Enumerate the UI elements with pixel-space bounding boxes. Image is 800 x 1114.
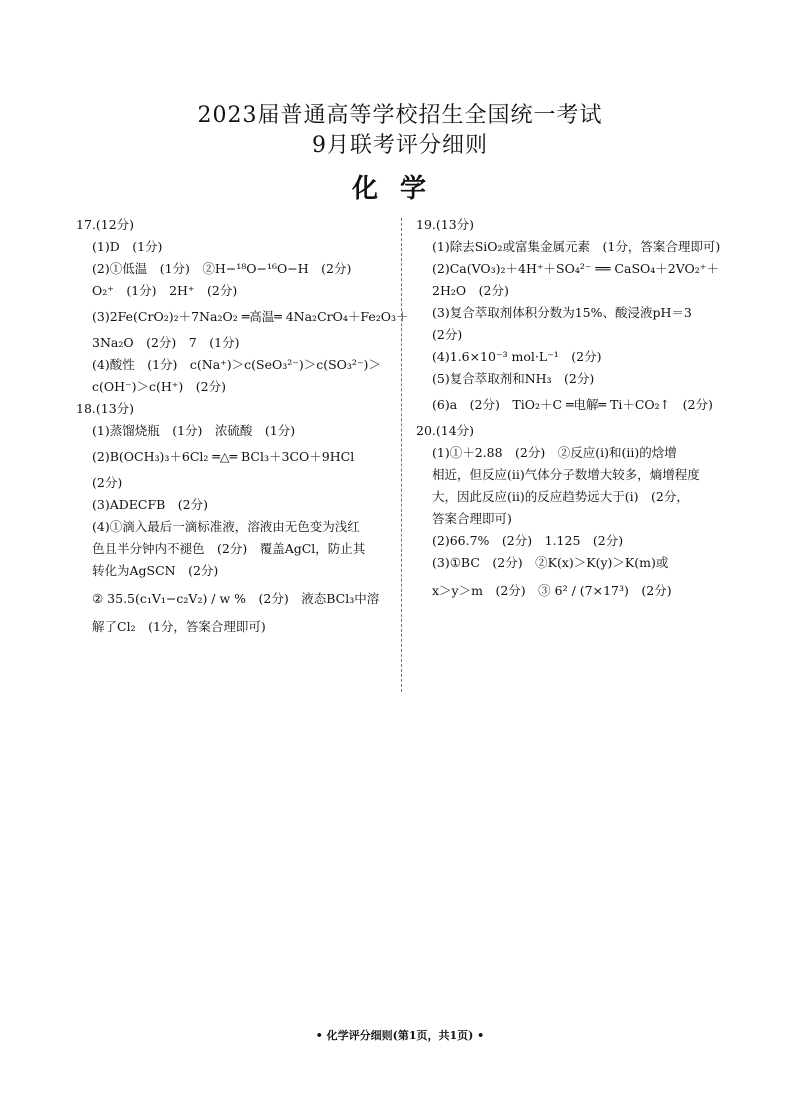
answer-line: (2分)	[92, 475, 123, 490]
subject-heading: 化学	[351, 174, 448, 204]
answer-line: O₂⁺ (1分) 2H⁺ (2分)	[92, 283, 238, 298]
answer-line: (2)B(OCH₃)₃＋6Cl₂ ═△═ BCl₃＋3CO＋9HCl	[92, 449, 355, 464]
answer-line: (1)蒸馏烧瓶 (1分) 浓硫酸 (1分)	[92, 423, 296, 438]
left-column	[76, 214, 409, 638]
answer-line: (1)D (1分)	[92, 239, 163, 254]
question-heading: 19.(13分)	[416, 217, 475, 232]
question-heading: 18.(13分)	[76, 401, 135, 416]
answer-line: (4)酸性 (1分) c(Na⁺)＞c(SeO₃²⁻)＞c(SO₃²⁻)＞	[92, 357, 381, 372]
question-heading: 20.(14分)	[416, 423, 475, 438]
answer-line: 相近，但反应(ⅱ)气体分子数增大较多，熵增程度	[432, 467, 700, 482]
answer-line: (3)ADECFB (2分)	[92, 497, 209, 512]
exam-title: 2023届普通高等学校招生全国统一考试	[197, 103, 603, 128]
answer-line: (4)①滴入最后一滴标准液，溶液由无色变为浅红	[92, 519, 360, 534]
exam-subtitle: 9月联考评分细则	[312, 133, 488, 158]
answer-line: 转化为AgSCN (2分)	[92, 563, 219, 578]
answer-line: (3)2Fe(CrO₂)₂＋7Na₂O₂ ═高温═ 4Na₂CrO₄＋Fe₂O₃＋	[92, 309, 409, 324]
answer-line: (4)1.6×10⁻³ mol·L⁻¹ (2分)	[432, 349, 602, 364]
answer-line: (5)复合萃取剂和NH₃ (2分)	[432, 371, 595, 386]
answer-line: 解了Cl₂ (1分，答案合理即可)	[92, 619, 266, 634]
answer-line: (2)Ca(VO₃)₂＋4H⁺＋SO₄²⁻ ══ CaSO₄＋2VO₂⁺＋	[432, 261, 719, 276]
page-footer: • 化学评分细则(第1页，共1页) •	[315, 1029, 485, 1042]
answer-line: (6)a (2分) TiO₂＋C ═电解═ Ti＋CO₂↑ (2分)	[432, 397, 713, 412]
answer-line: (2分)	[432, 327, 463, 342]
answer-line: 色且半分钟内不褪色 (2分) 覆盖AgCl，防止其	[92, 541, 366, 556]
answer-line: (1)①＋2.88 (2分) ②反应(ⅰ)和(ⅱ)的焓增	[432, 445, 677, 460]
answer-line: 大，因此反应(ⅱ)的反应趋势远大于(ⅰ) (2分，	[432, 489, 689, 504]
answer-line: (2)①低温 (1分) ②H−¹⁸O−¹⁶O−H (2分)	[92, 261, 352, 276]
question-heading: 17.(12分)	[76, 217, 135, 232]
answer-line: 3Na₂O (2分) 7 (1分)	[92, 335, 240, 350]
right-column	[416, 214, 742, 608]
answer-line: (3)复合萃取剂体积分数为15%、酸浸液pH＝3	[432, 305, 692, 320]
answer-line: x＞y＞m (2分) ③ 6² / (7×17³) (2分)	[432, 583, 672, 598]
answer-line: (1)除去SiO₂或富集金属元素 (1分，答案合理即可)	[432, 239, 721, 254]
answer-line: 答案合理即可)	[432, 511, 512, 526]
answer-line: 2H₂O (2分)	[432, 283, 509, 298]
column-divider	[401, 218, 402, 692]
answer-line: (3)①BC (2分) ②K(x)＞K(y)＞K(m)或	[432, 555, 669, 570]
answer-line: ② 35.5(c₁V₁−c₂V₂) / w % (2分) 液态BCl₃中溶	[92, 591, 380, 606]
answer-line: (2)66.7% (2分) 1.125 (2分)	[432, 533, 624, 548]
answer-line: c(OH⁻)＞c(H⁺) (2分)	[92, 379, 226, 394]
